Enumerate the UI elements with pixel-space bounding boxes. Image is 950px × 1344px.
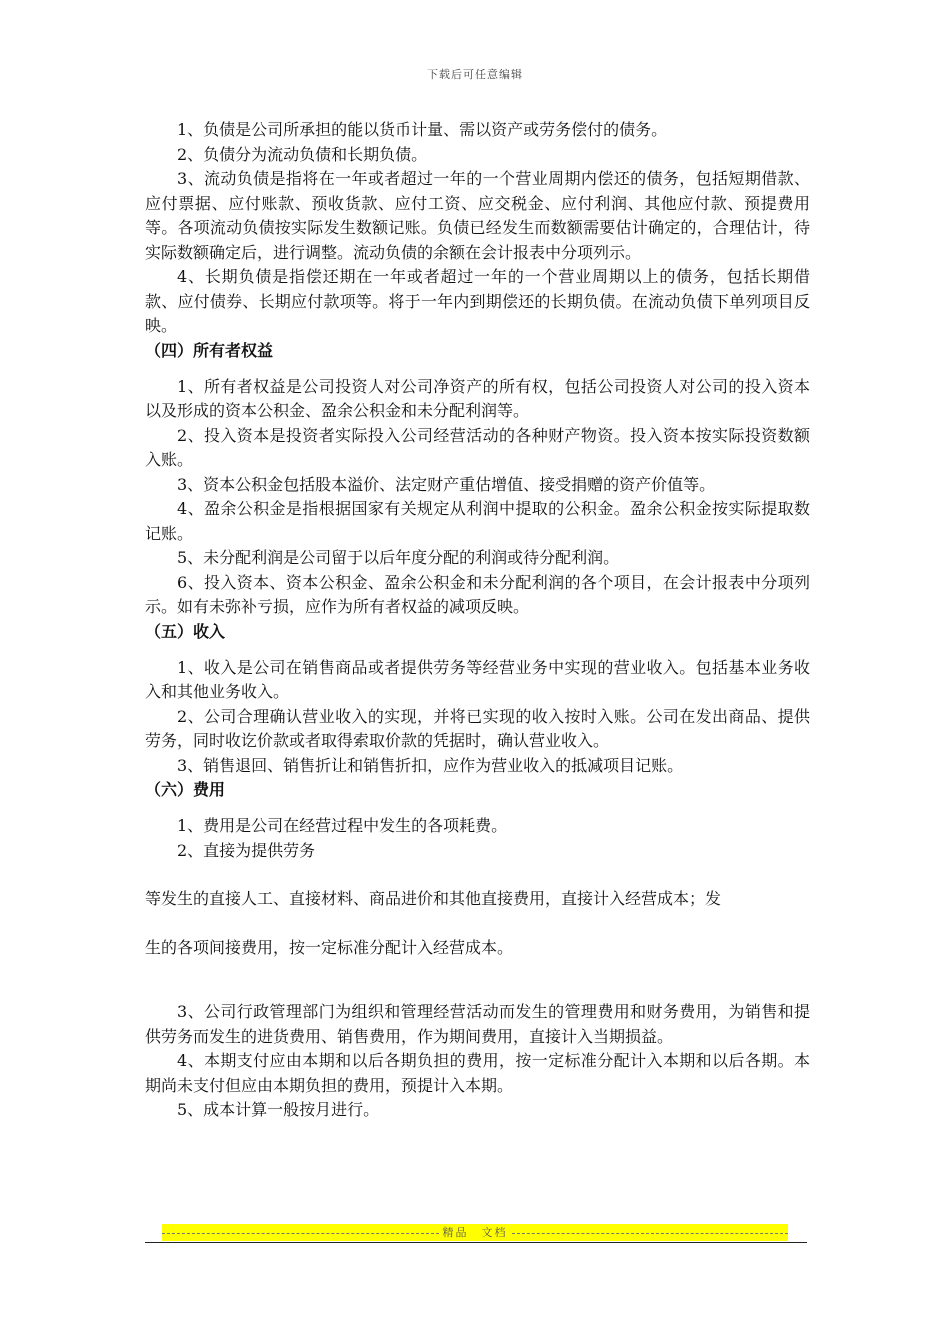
- expense-paragraph-5: 5、成本计算一般按月进行。: [177, 1100, 380, 1119]
- revenue-paragraph-2: 2、公司合理确认营业收入的实现，并将已实现的收入按时入账。公司在发出商品、提供劳务，同时收讫价款或者取得索取价款的凭据时，确认营业收入。: [145, 706, 810, 750]
- equity-paragraph-2: 2、投入资本是投资者实际投入公司经营活动的各种财产物资。投入资本按实际投资数额入账。: [145, 425, 810, 469]
- expense-paragraph-1: 1、费用是公司在经营过程中发生的各项耗费。: [177, 816, 508, 835]
- spacer: [145, 363, 810, 375]
- liabilities-paragraph-2: 2、负债分为流动负债和长期负债。: [177, 144, 428, 164]
- expense-loose-line-2: 生的各项间接费用，按一定标准分配计入经营成本。: [145, 938, 514, 957]
- equity-paragraph-6: 6、投入资本、资本公积金、盈余公积金和未分配利润的各个项目，在会计报表中分项列示。如有未弥补亏损，应作为所有者权益的减项反映。: [145, 572, 810, 616]
- expense-paragraph-4: 4、本期支付应由本期和以后各期负担的费用，按一定标准分配计入本期和以后各期。本期尚未支付但应由本期负担的费用，预提计入本期。: [145, 1051, 810, 1095]
- expense-loose-line-1: 等发生的直接人工、直接材料、商品进价和其他直接费用，直接计入经营成本；发: [145, 889, 722, 908]
- equity-paragraph-1: 1、所有者权益是公司投资人对公司净资产的所有权，包括公司投资人对公司的投入资本以及形成的资本公积金、盈余公积金和未分配利润等。: [145, 376, 810, 420]
- revenue-paragraph-3: 3、销售退回、销售折让和销售折扣，应作为营业收入的抵减项目记账。: [177, 755, 684, 775]
- equity-paragraph-3: 3、资本公积金包括股本溢价、法定财产重估增值、接受捐赠的资产价值等。: [177, 474, 716, 494]
- liabilities-paragraph-3: 3、流动负债是指将在一年或者超过一年的一个营业周期内偿还的债务，包括短期借款、应付票据、应付账款、预收货款、应付工资、应交税金、应付利润、其他应付款、预提费用等。各项流动负债按实际发生数额记账。负债已经发生而数额需要估计确定的，合理估计，待实际数额确定后，进行调整。流动负债的余额在会计报表中分项列示。: [145, 169, 810, 262]
- spacer: [145, 802, 810, 814]
- page-header: 下载后可任意编辑: [427, 68, 523, 81]
- expense-paragraph-2: 2、直接为提供劳务: [177, 840, 316, 860]
- footer-label: 精品 文档: [442, 1226, 508, 1239]
- footer-band: [162, 1224, 788, 1241]
- section-heading-equity: （四）所有者权益: [145, 340, 274, 360]
- spacer: [145, 911, 810, 936]
- footer-dash-left: [162, 1233, 439, 1234]
- spacer: [145, 863, 810, 887]
- footer-dash-right: [512, 1233, 789, 1234]
- section-heading-expense: （六）费用: [145, 780, 226, 799]
- liabilities-paragraph-4: 4、长期负债是指偿还期在一年或者超过一年的一个营业周期以上的债务，包括长期借款、应付债券、长期应付款项等。将于一年内到期偿还的长期负债。在流动负债下单列项目反映。: [145, 267, 810, 335]
- footer-rule: [145, 1242, 807, 1243]
- section-heading-revenue: （五）收入: [145, 621, 226, 641]
- spacer: [145, 644, 810, 656]
- spacer: [145, 960, 810, 1000]
- expense-paragraph-3: 3、公司行政管理部门为组织和管理经营活动而发生的管理费用和财务费用，为销售和提供劳务而发生的进货费用、销售费用，作为期间费用，直接计入当期损益。: [145, 1002, 810, 1046]
- document-body: [145, 118, 810, 1123]
- equity-paragraph-5: 5、未分配利润是公司留于以后年度分配的利润或待分配利润。: [177, 548, 620, 567]
- equity-paragraph-4: 4、盈余公积金是指根据国家有关规定从利润中提取的公积金。盈余公积金按实际提取数记账。: [145, 499, 810, 543]
- liabilities-paragraph-1: 1、负债是公司所承担的能以货币计量、需以资产或劳务偿付的债务。: [177, 120, 668, 139]
- revenue-paragraph-1: 1、收入是公司在销售商品或者提供劳务等经营业务中实现的营业收入。包括基本业务收入和其他业务收入。: [145, 657, 810, 701]
